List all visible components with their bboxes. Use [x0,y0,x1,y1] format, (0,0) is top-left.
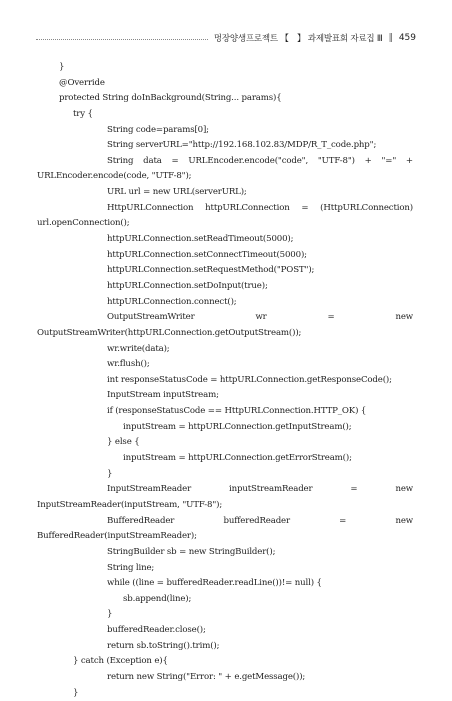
code-line-justified [37,482,413,498]
code-line: httpURLConnection.setDoInput(true); [107,280,268,291]
code-line: URL url = new URL(serverURL); [107,187,247,198]
header-separator: ‖ [388,33,393,43]
code-token: String [107,155,134,166]
code-token: new [395,484,413,495]
code-line: httpURLConnection.connect(); [107,296,237,307]
code-token: = [350,484,358,495]
code-line: } catch (Exception e){ [73,656,168,667]
code-token: BufferedReader [107,515,175,526]
code-token: new [395,312,413,323]
code-line: httpURLConnection.setConnectTimeout(5000); [107,249,307,260]
code-line: @Override [59,77,105,88]
code-token: inputStreamReader [229,484,313,495]
code-token: new [395,515,413,526]
code-line: String line; [107,562,155,573]
code-line: } [73,687,79,698]
code-line: inputStream = httpURLConnection.getErrorStream(); [123,453,352,464]
code-line: BufferedReader(inputStreamReader); [37,531,197,542]
code-line: String code=params[0]; [107,124,209,135]
code-token: = [301,202,309,213]
code-line: } else { [107,437,140,448]
code-token: "UTF-8") [317,155,355,166]
code-line: wr.write(data); [107,343,170,354]
code-token: HttpURLConnection [107,202,194,213]
code-line-justified [37,201,413,217]
code-line: int responseStatusCode = httpURLConnection.getResponseCode(); [107,374,392,385]
code-line: } [107,468,113,479]
code-token: + [405,155,413,166]
code-line: } [59,62,65,72]
code-line: } [107,609,113,620]
header-title: 멍장양생프로젝트 【 】 과제발표회 자료집 Ⅲ [213,34,383,44]
code-line: URLEncoder.encode(code, "UTF-8"); [37,171,192,182]
code-token: OutputStreamWriter [107,312,195,323]
code-line: protected String doInBackground(String... params){ [59,93,282,104]
running-header [36,30,416,46]
code-token: = [171,155,179,166]
code-line: inputStream = httpURLConnection.getInputStream(); [123,421,352,432]
page-number: 459 [398,33,416,43]
code-line: StringBuilder sb = new StringBuilder(); [107,546,276,557]
code-line: bufferedReader.close(); [107,625,206,636]
code-line: OutputStreamWriter(httpURLConnection.getOutputStream()); [37,327,302,338]
code-line: httpURLConnection.setReadTimeout(5000); [107,234,294,245]
code-listing [37,60,413,701]
code-token: = [339,515,347,526]
code-line: while ((line = bufferedReader.readLine())!= null) { [107,578,322,589]
code-line: InputStream inputStream; [107,390,219,401]
code-line-justified [37,514,413,530]
code-token: URLEncoder.encode("code", [188,155,309,166]
header-dotted-rule [36,39,208,40]
code-line-justified [37,310,413,326]
code-line: wr.flush(); [107,359,150,370]
code-token: data [143,155,162,166]
code-line: return new String("Error: " + e.getMessage()); [107,671,306,682]
code-line: httpURLConnection.setRequestMethod("POST"); [107,265,315,276]
code-line: InputStreamReader(inputStream, "UTF-8"); [37,499,223,510]
code-line: return sb.toString().trim(); [107,640,220,651]
code-token: bufferedReader [223,515,290,526]
code-line: try { [73,108,93,119]
code-line: String serverURL="http://192.168.102.83/MDP/R_T_code.php"; [107,140,377,151]
code-line: if (responseStatusCode == HttpURLConnection.HTTP_OK) { [107,406,367,417]
code-token: InputStreamReader [107,484,192,495]
code-token: "=" [381,155,397,166]
code-token: wr [255,312,267,323]
code-line: url.openConnection(); [37,218,130,229]
code-token: (HttpURLConnection) [320,202,413,213]
code-line: sb.append(line); [123,593,192,604]
code-token: + [364,155,372,166]
code-token: = [327,312,335,323]
code-line-justified [37,154,413,170]
code-token: httpURLConnection [205,202,290,213]
